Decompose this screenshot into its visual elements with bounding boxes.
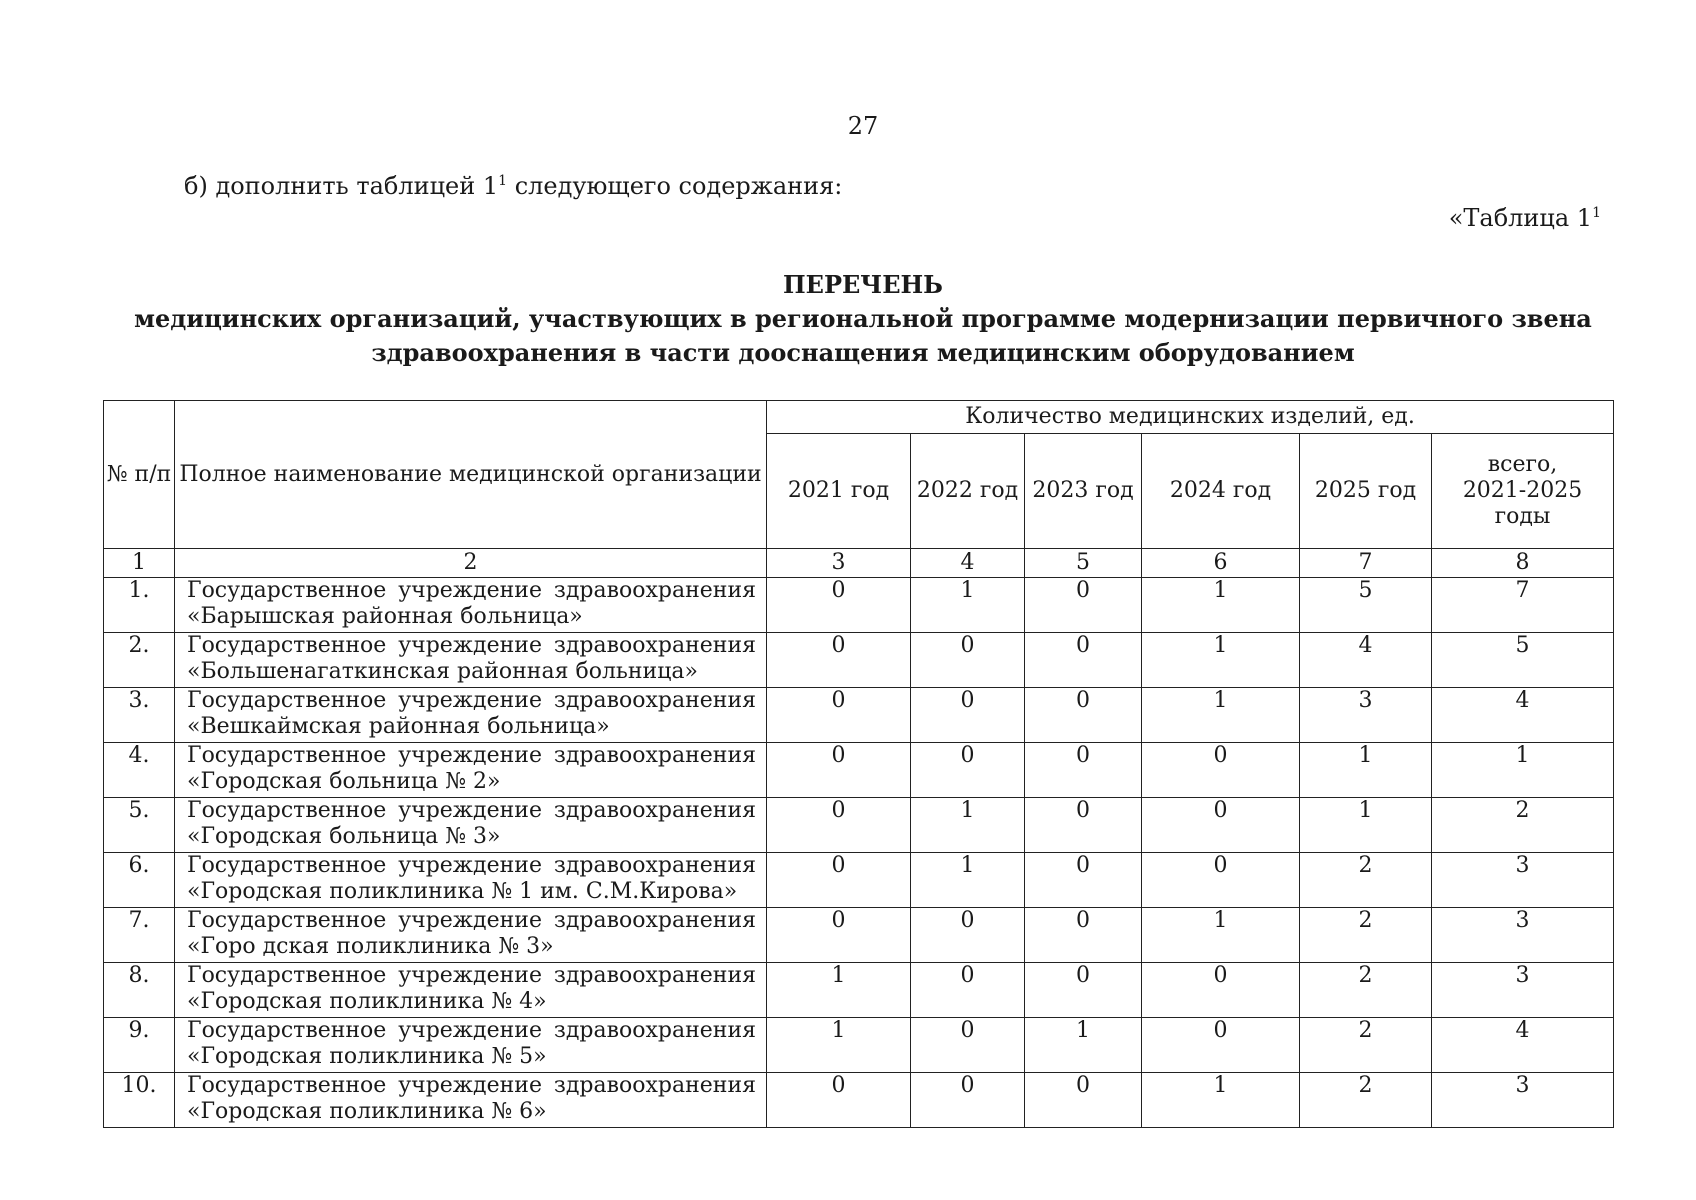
table-row bbox=[104, 908, 1614, 963]
value-year-5: 2 bbox=[1300, 963, 1432, 1018]
value-year-1: 1 bbox=[767, 1018, 911, 1073]
table-row bbox=[104, 1018, 1614, 1073]
document-subtitle-line1: медицинских организаций, участвующих в региональной программе модернизации первичного звена bbox=[134, 304, 1592, 333]
column-number: 5 bbox=[1025, 549, 1142, 578]
value-year-3: 0 bbox=[1025, 798, 1142, 853]
value-year-2: 1 bbox=[911, 853, 1025, 908]
org-word: здравоохранения bbox=[553, 798, 756, 823]
org-name bbox=[175, 963, 767, 1018]
org-word: учреждение bbox=[398, 578, 542, 603]
value-year-2: 0 bbox=[911, 908, 1025, 963]
value-year-1: 0 bbox=[767, 743, 911, 798]
table-label: «Таблица $1^1$ bbox=[1448, 204, 1601, 232]
org-word: здравоохранения bbox=[553, 688, 756, 713]
value-total: 2 bbox=[1432, 798, 1614, 853]
header-year-2: 2022 год bbox=[911, 434, 1025, 549]
value-total: 3 bbox=[1432, 1073, 1614, 1128]
value-year-2: 0 bbox=[911, 633, 1025, 688]
value-year-5: 2 bbox=[1300, 1018, 1432, 1073]
column-number: 4 bbox=[911, 549, 1025, 578]
org-word: Государственное bbox=[187, 1018, 387, 1043]
table-row bbox=[104, 743, 1614, 798]
org-name-line2: «Городская поликлиника № 5» bbox=[187, 1044, 547, 1069]
org-word: учреждение bbox=[398, 688, 542, 713]
row-number: 7. bbox=[104, 908, 175, 963]
value-year-1: 0 bbox=[767, 908, 911, 963]
header-quantity: Количество медицинских изделий, ед. bbox=[767, 401, 1614, 434]
value-year-4: 0 bbox=[1142, 853, 1300, 908]
org-name bbox=[175, 908, 767, 963]
value-total: 3 bbox=[1432, 853, 1614, 908]
value-year-5: 1 bbox=[1300, 743, 1432, 798]
value-year-5: 4 bbox=[1300, 633, 1432, 688]
value-year-2: 0 bbox=[911, 963, 1025, 1018]
value-total: 1 bbox=[1432, 743, 1614, 798]
value-year-4: 1 bbox=[1142, 578, 1300, 633]
org-word: Государственное bbox=[187, 963, 387, 988]
value-year-2: 0 bbox=[911, 743, 1025, 798]
organizations-table bbox=[103, 400, 1614, 1128]
value-year-3: 0 bbox=[1025, 688, 1142, 743]
value-total: 7 bbox=[1432, 578, 1614, 633]
org-word: Государственное bbox=[187, 688, 387, 713]
value-year-4: 0 bbox=[1142, 798, 1300, 853]
value-year-2: 0 bbox=[911, 1018, 1025, 1073]
org-name bbox=[175, 633, 767, 688]
value-year-1: 0 bbox=[767, 688, 911, 743]
org-word: здравоохранения bbox=[553, 1073, 756, 1098]
org-name-line2: «Городская поликлиника № 4» bbox=[187, 989, 547, 1014]
value-year-4: 0 bbox=[1142, 1018, 1300, 1073]
value-year-4: 1 bbox=[1142, 688, 1300, 743]
value-year-4: 1 bbox=[1142, 908, 1300, 963]
table-row bbox=[104, 633, 1614, 688]
value-year-5: 1 bbox=[1300, 798, 1432, 853]
org-name-line2: «Городская поликлиника № 1 им. С.М.Кирова» bbox=[187, 879, 738, 904]
value-year-5: 2 bbox=[1300, 908, 1432, 963]
row-number: 9. bbox=[104, 1018, 175, 1073]
value-year-2: 1 bbox=[911, 798, 1025, 853]
org-name bbox=[175, 798, 767, 853]
header-row-number: № п/п bbox=[104, 401, 175, 549]
document-title: ПЕРЕЧЕНЬ bbox=[783, 270, 943, 299]
table-row bbox=[104, 853, 1614, 908]
org-name-line2: «Барышская районная больница» bbox=[187, 604, 583, 629]
org-word: Государственное bbox=[187, 798, 387, 823]
value-year-1: 0 bbox=[767, 578, 911, 633]
header-year-6: всего, 2021-2025 годы bbox=[1432, 434, 1614, 549]
value-year-2: 0 bbox=[911, 688, 1025, 743]
org-word: здравоохранения bbox=[553, 578, 756, 603]
value-year-1: 0 bbox=[767, 1073, 911, 1128]
header-org-name: Полное наименование медицинской организации bbox=[175, 401, 767, 549]
org-word: учреждение bbox=[398, 743, 542, 768]
table-row bbox=[104, 1073, 1614, 1128]
org-word: здравоохранения bbox=[553, 633, 756, 658]
org-word: здравоохранения bbox=[553, 908, 756, 933]
value-year-3: 0 bbox=[1025, 853, 1142, 908]
org-word: учреждение bbox=[398, 1073, 542, 1098]
org-name bbox=[175, 578, 767, 633]
value-year-3: 0 bbox=[1025, 743, 1142, 798]
value-year-5: 5 bbox=[1300, 578, 1432, 633]
value-total: 4 bbox=[1432, 688, 1614, 743]
column-number: 1 bbox=[104, 549, 175, 578]
value-year-5: 3 bbox=[1300, 688, 1432, 743]
column-number: 6 bbox=[1142, 549, 1300, 578]
value-total: 3 bbox=[1432, 908, 1614, 963]
header-year-3: 2023 год bbox=[1025, 434, 1142, 549]
org-word: учреждение bbox=[398, 963, 542, 988]
org-name-line2: «Вешкаймская районная больница» bbox=[187, 714, 610, 739]
intro-text: б) дополнить таблицей $1^1$ следующего содержания: bbox=[184, 172, 843, 200]
org-word: учреждение bbox=[398, 908, 542, 933]
value-year-3: 0 bbox=[1025, 578, 1142, 633]
org-word: учреждение bbox=[398, 853, 542, 878]
org-name bbox=[175, 1073, 767, 1128]
org-word: Государственное bbox=[187, 633, 387, 658]
org-name bbox=[175, 1018, 767, 1073]
org-word: Государственное bbox=[187, 743, 387, 768]
header-year-5: 2025 год bbox=[1300, 434, 1432, 549]
org-word: учреждение bbox=[398, 798, 542, 823]
org-name-line2: «Городская поликлиника № 6» bbox=[187, 1099, 547, 1124]
row-number: 10. bbox=[104, 1073, 175, 1128]
value-year-4: 0 bbox=[1142, 963, 1300, 1018]
table-row bbox=[104, 963, 1614, 1018]
header-year-4: 2024 год bbox=[1142, 434, 1300, 549]
org-word: здравоохранения bbox=[553, 743, 756, 768]
org-name-line2: «Городская больница № 3» bbox=[187, 824, 501, 849]
value-year-1: 0 bbox=[767, 633, 911, 688]
org-word: здравоохранения bbox=[553, 963, 756, 988]
org-word: учреждение bbox=[398, 1018, 542, 1043]
org-word: Государственное bbox=[187, 853, 387, 878]
org-word: Государственное bbox=[187, 578, 387, 603]
value-year-1: 0 bbox=[767, 853, 911, 908]
value-year-1: 0 bbox=[767, 798, 911, 853]
column-number: 8 bbox=[1432, 549, 1614, 578]
row-number: 4. bbox=[104, 743, 175, 798]
value-year-2: 1 bbox=[911, 578, 1025, 633]
org-name-line2: «Горо дская поликлиника № 3» bbox=[187, 934, 554, 959]
column-number: 2 bbox=[175, 549, 767, 578]
row-number: 1. bbox=[104, 578, 175, 633]
org-word: учреждение bbox=[398, 633, 542, 658]
value-year-3: 1 bbox=[1025, 1018, 1142, 1073]
value-year-3: 0 bbox=[1025, 963, 1142, 1018]
org-name-line2: «Большенагаткинская районная больница» bbox=[187, 659, 698, 684]
row-number: 5. bbox=[104, 798, 175, 853]
column-number: 7 bbox=[1300, 549, 1432, 578]
org-name-line2: «Городская больница № 2» bbox=[187, 769, 501, 794]
org-word: здравоохранения bbox=[553, 1018, 756, 1043]
value-year-3: 0 bbox=[1025, 633, 1142, 688]
value-year-1: 1 bbox=[767, 963, 911, 1018]
value-total: 3 bbox=[1432, 963, 1614, 1018]
org-name bbox=[175, 688, 767, 743]
value-year-3: 0 bbox=[1025, 908, 1142, 963]
value-year-4: 1 bbox=[1142, 1073, 1300, 1128]
value-year-3: 0 bbox=[1025, 1073, 1142, 1128]
row-number: 3. bbox=[104, 688, 175, 743]
page-number: 27 bbox=[847, 112, 879, 140]
table-row bbox=[104, 798, 1614, 853]
value-year-4: 0 bbox=[1142, 743, 1300, 798]
org-word: Государственное bbox=[187, 908, 387, 933]
value-year-5: 2 bbox=[1300, 1073, 1432, 1128]
value-total: 5 bbox=[1432, 633, 1614, 688]
column-number: 3 bbox=[767, 549, 911, 578]
value-year-5: 2 bbox=[1300, 853, 1432, 908]
value-total: 4 bbox=[1432, 1018, 1614, 1073]
table-row bbox=[104, 688, 1614, 743]
org-name bbox=[175, 743, 767, 798]
org-name bbox=[175, 853, 767, 908]
document-subtitle-line2: здравоохранения в части дооснащения медицинским оборудованием bbox=[371, 338, 1355, 367]
org-word: здравоохранения bbox=[553, 853, 756, 878]
header-year-1: 2021 год bbox=[767, 434, 911, 549]
value-year-4: 1 bbox=[1142, 633, 1300, 688]
table-row bbox=[104, 578, 1614, 633]
value-year-2: 0 bbox=[911, 1073, 1025, 1128]
row-number: 8. bbox=[104, 963, 175, 1018]
org-word: Государственное bbox=[187, 1073, 387, 1098]
row-number: 6. bbox=[104, 853, 175, 908]
row-number: 2. bbox=[104, 633, 175, 688]
